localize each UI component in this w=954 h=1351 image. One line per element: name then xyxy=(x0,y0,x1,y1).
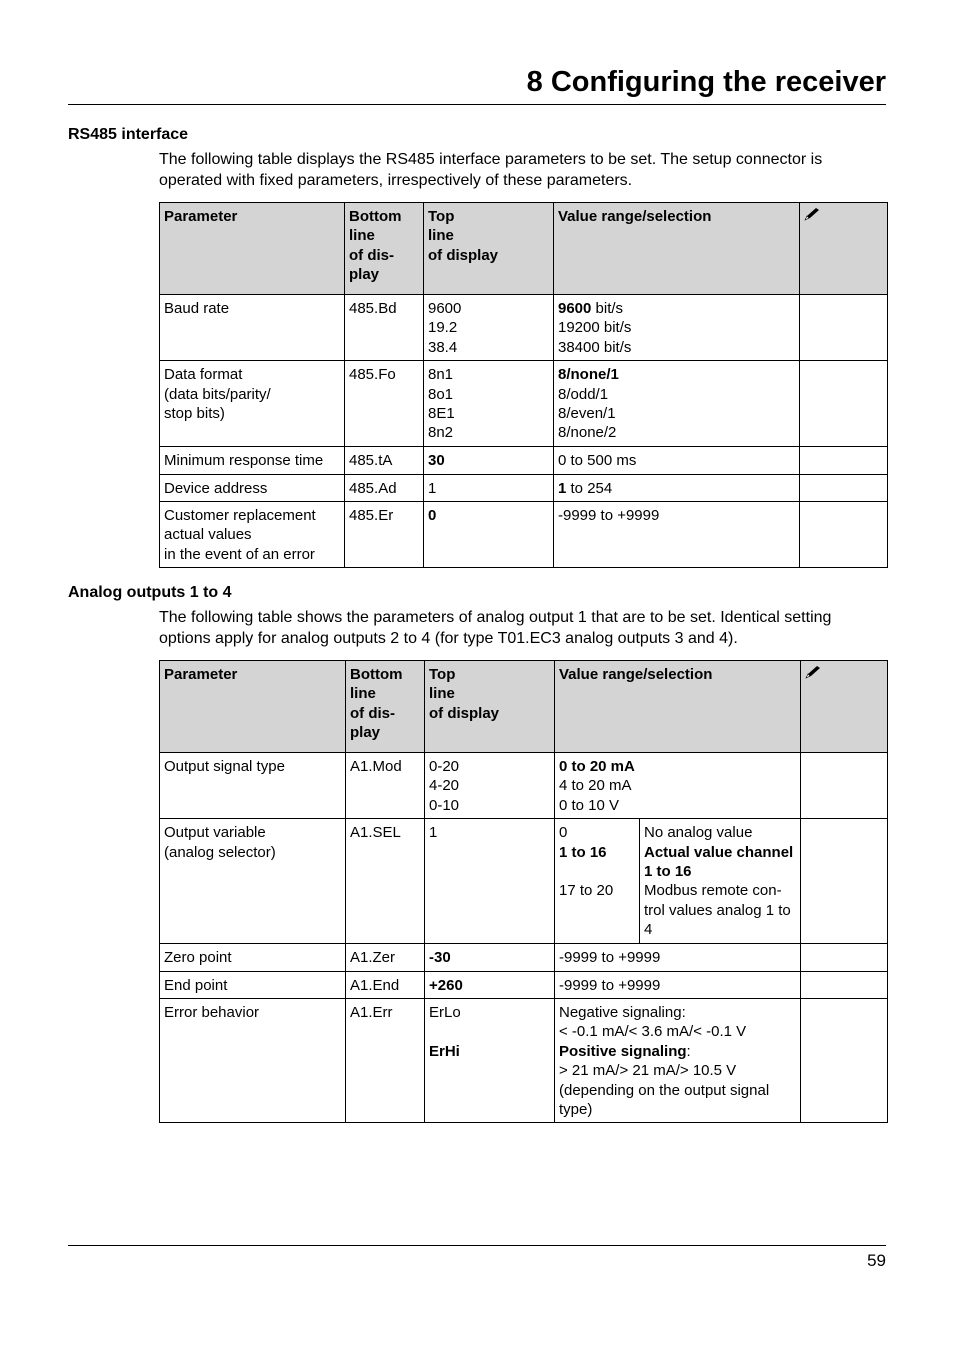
value-text: 1 xyxy=(558,479,567,497)
header-edit xyxy=(801,661,888,753)
pen-icon xyxy=(805,665,821,684)
table-row xyxy=(160,361,888,447)
value-option xyxy=(558,338,795,357)
header-value-range: Value range/selection xyxy=(554,203,800,295)
top-line-cell xyxy=(424,447,554,474)
top-line-option: 0-20 xyxy=(429,758,460,775)
value-text: 38400 bit/s xyxy=(558,338,632,356)
negative-signaling-label: Negative signaling: xyxy=(559,1004,686,1022)
value-text: 0 to 500 ms xyxy=(558,452,637,470)
param-cell xyxy=(160,361,345,447)
bottom-line-cell: 485.Fo xyxy=(345,361,424,447)
header-line: line xyxy=(350,685,376,703)
header-line: line xyxy=(429,685,455,703)
top-line-cell: -30 xyxy=(425,944,555,971)
value-text: 8/even/1 xyxy=(558,405,616,423)
page-number: 59 xyxy=(867,1251,886,1270)
edit-cell xyxy=(801,971,888,998)
value-range-cell xyxy=(554,361,800,447)
edit-cell xyxy=(800,474,888,501)
value-option xyxy=(558,318,795,337)
chapter-title: 8 Configuring the receiver xyxy=(526,66,886,98)
table-row xyxy=(160,753,888,819)
bottom-line-cell: 485.tA xyxy=(345,447,424,474)
header-parameter: Parameter xyxy=(160,203,345,295)
value-option-default: 0 to 20 mA xyxy=(559,758,635,775)
table-row xyxy=(160,944,888,971)
selector-description: No analog value xyxy=(644,824,753,842)
param-cell: Error behavior xyxy=(160,999,346,1123)
bottom-line-cell: A1.Err xyxy=(346,999,425,1123)
top-line-option: 8n2 xyxy=(428,424,454,442)
param-line: in the event of an error xyxy=(164,545,315,563)
rs485-intro-line: The following table displays the RS485 interface parameters to be set. The setup connector is xyxy=(159,151,823,168)
selector-description: Modbus remote con- xyxy=(644,882,782,900)
header-line: Top xyxy=(429,666,456,683)
rs485-section-title: RS485 interface xyxy=(68,126,189,143)
top-line-option: 30 xyxy=(428,452,445,470)
value-option xyxy=(558,423,795,442)
analog-intro-line: options apply for analog outputs 2 to 4 (for type T01.EC3 analog outputs 3 and 4). xyxy=(159,630,738,647)
value-text: 8/odd/1 xyxy=(558,385,609,403)
header-line: of dis- xyxy=(350,704,395,722)
rs485-parameter-table xyxy=(159,202,888,568)
param-cell xyxy=(160,502,345,568)
header-edit xyxy=(800,203,888,295)
value-split xyxy=(555,819,800,943)
header-value-range: Value range/selection xyxy=(555,661,801,753)
top-line-option: 19.2 xyxy=(428,319,458,337)
table-header-row xyxy=(160,203,888,295)
table-row xyxy=(160,819,888,944)
value-range-cell xyxy=(555,819,801,944)
header-parameter: Parameter xyxy=(160,661,346,753)
param-line: (analog selector) xyxy=(164,843,276,861)
top-line-option: 9600 xyxy=(428,300,462,317)
param-line: stop bits) xyxy=(164,405,225,423)
top-line-cell: 1 xyxy=(425,819,555,944)
value-text: 9600 xyxy=(558,300,592,317)
value-range-cell xyxy=(554,295,800,361)
selector-descriptions xyxy=(640,819,800,943)
param-cell: End point xyxy=(160,971,346,998)
param-line: Customer replacement xyxy=(164,507,316,525)
value-text: 8/none/2 xyxy=(558,424,617,442)
bottom-line-cell: A1.SEL xyxy=(346,819,425,944)
top-line-option: 0-10 xyxy=(429,796,460,814)
value-option xyxy=(558,404,795,423)
edit-cell xyxy=(801,819,888,944)
edit-cell xyxy=(800,361,888,447)
top-line-cell xyxy=(424,474,554,501)
table-row xyxy=(160,502,888,568)
edit-cell xyxy=(801,753,888,819)
value-text: 19200 bit/s xyxy=(558,319,632,337)
header-line: Top xyxy=(428,208,455,225)
header-line: Bottom xyxy=(350,666,403,683)
analog-intro xyxy=(159,607,889,649)
value-option xyxy=(558,451,795,470)
bottom-line-cell: 485.Er xyxy=(345,502,424,568)
value-range-cell xyxy=(554,447,800,474)
note-line: (depending on the output signal xyxy=(559,1081,770,1099)
positive-signaling xyxy=(559,1042,796,1061)
value-option: 4 to 20 mA xyxy=(559,777,632,795)
param-cell xyxy=(160,474,345,501)
header-top-line xyxy=(425,661,555,753)
top-line-option: 1 xyxy=(428,479,437,497)
value-text: 8/none/1 xyxy=(558,366,619,384)
top-line-cell xyxy=(424,361,554,447)
header-line: line xyxy=(349,227,375,245)
header-line: line xyxy=(428,227,454,245)
table-row xyxy=(160,999,888,1123)
table-row xyxy=(160,971,888,998)
value-option xyxy=(558,299,795,318)
param-line: actual values xyxy=(164,526,252,544)
positive-signaling-label: Positive signaling xyxy=(559,1042,687,1060)
header-line: play xyxy=(349,266,380,284)
edit-cell xyxy=(800,447,888,474)
value-range-cell xyxy=(554,474,800,501)
value-option xyxy=(558,479,795,498)
edit-cell xyxy=(800,502,888,568)
param-line: Device address xyxy=(164,479,268,497)
selector-value: 17 to 20 xyxy=(559,882,614,900)
top-line-option: 0 xyxy=(428,507,437,525)
value-option: 0 to 10 V xyxy=(559,796,620,814)
value-text: to 254 xyxy=(566,479,613,497)
value-text: -9999 to +9999 xyxy=(558,507,660,525)
value-range-cell xyxy=(555,999,801,1123)
top-line-option: ErLo xyxy=(429,1004,461,1022)
top-line-option: 8o1 xyxy=(428,385,454,403)
selector-description: 1 to 16 xyxy=(644,863,692,881)
value-range-cell: -9999 to +9999 xyxy=(555,971,801,998)
param-line: Data format xyxy=(164,366,243,384)
footer-rule xyxy=(68,1245,886,1246)
value-text: bit/s xyxy=(591,300,624,317)
top-line-option: ErHi xyxy=(429,1042,460,1060)
bottom-line-cell: 485.Bd xyxy=(345,295,424,361)
bottom-line-cell: A1.Mod xyxy=(346,753,425,819)
colon: : xyxy=(686,1042,691,1060)
top-line-option: 38.4 xyxy=(428,338,458,356)
header-line: of display xyxy=(428,246,499,264)
top-line-cell: +260 xyxy=(425,971,555,998)
param-line: Minimum response time xyxy=(164,452,324,470)
header-top-line xyxy=(424,203,554,295)
top-line-cell xyxy=(425,999,555,1123)
bottom-line-cell: A1.End xyxy=(346,971,425,998)
top-line-cell xyxy=(425,753,555,819)
selector-value: 0 xyxy=(559,824,568,842)
selector-description: trol values analog 1 to xyxy=(644,901,791,919)
top-line-cell xyxy=(424,295,554,361)
table-header-row xyxy=(160,661,888,753)
top-line-option: 8E1 xyxy=(428,405,455,423)
pen-icon xyxy=(804,207,820,226)
param-cell xyxy=(160,295,345,361)
edit-cell xyxy=(800,295,888,361)
value-option xyxy=(558,385,795,404)
rs485-intro xyxy=(159,149,889,191)
header-line: of display xyxy=(429,704,500,722)
table-row xyxy=(160,474,888,501)
spacer xyxy=(429,1022,550,1041)
top-line-option: 4-20 xyxy=(429,777,460,795)
param-line: (data bits/parity/ xyxy=(164,385,271,403)
header-line: play xyxy=(350,724,381,742)
analog-intro-line: The following table shows the parameters of analog output 1 that are to be set. Identical setting xyxy=(159,609,832,626)
header-rule xyxy=(68,104,886,105)
param-cell: Zero point xyxy=(160,944,346,971)
bottom-line-cell: A1.Zer xyxy=(346,944,425,971)
negative-signaling-value: < -0.1 mA/< 3.6 mA/< -0.1 V xyxy=(559,1023,747,1041)
selector-description: Actual value channel xyxy=(644,843,794,861)
param-line: Baud rate xyxy=(164,300,230,317)
top-line-cell xyxy=(424,502,554,568)
header-bottom-line xyxy=(345,203,424,295)
spacer xyxy=(559,862,635,881)
positive-signaling-value: > 21 mA/> 21 mA/> 10.5 V xyxy=(559,1062,737,1080)
param-line: Output variable xyxy=(164,824,266,842)
param-cell: Output signal type xyxy=(160,753,346,819)
value-option xyxy=(558,506,795,525)
table-row xyxy=(160,447,888,474)
value-range-cell xyxy=(555,753,801,819)
header-line: Bottom xyxy=(349,208,402,225)
rs485-intro-line: operated with fixed parameters, irrespectively of these parameters. xyxy=(159,172,633,189)
bottom-line-cell: 485.Ad xyxy=(345,474,424,501)
selector-value: 1 to 16 xyxy=(559,843,607,861)
table-row xyxy=(160,295,888,361)
header-line: of dis- xyxy=(349,246,394,264)
param-cell xyxy=(160,447,345,474)
selector-values xyxy=(555,819,640,943)
edit-cell xyxy=(801,944,888,971)
header-bottom-line xyxy=(346,661,425,753)
analog-section-title: Analog outputs 1 to 4 xyxy=(68,584,232,601)
note-line: type) xyxy=(559,1101,593,1119)
value-option xyxy=(558,365,795,384)
value-range-cell xyxy=(554,502,800,568)
param-cell xyxy=(160,819,346,944)
value-range-cell: -9999 to +9999 xyxy=(555,944,801,971)
analog-parameter-table xyxy=(159,660,888,1123)
selector-description: 4 xyxy=(644,921,653,939)
top-line-option: 8n1 xyxy=(428,366,454,384)
edit-cell xyxy=(801,999,888,1123)
